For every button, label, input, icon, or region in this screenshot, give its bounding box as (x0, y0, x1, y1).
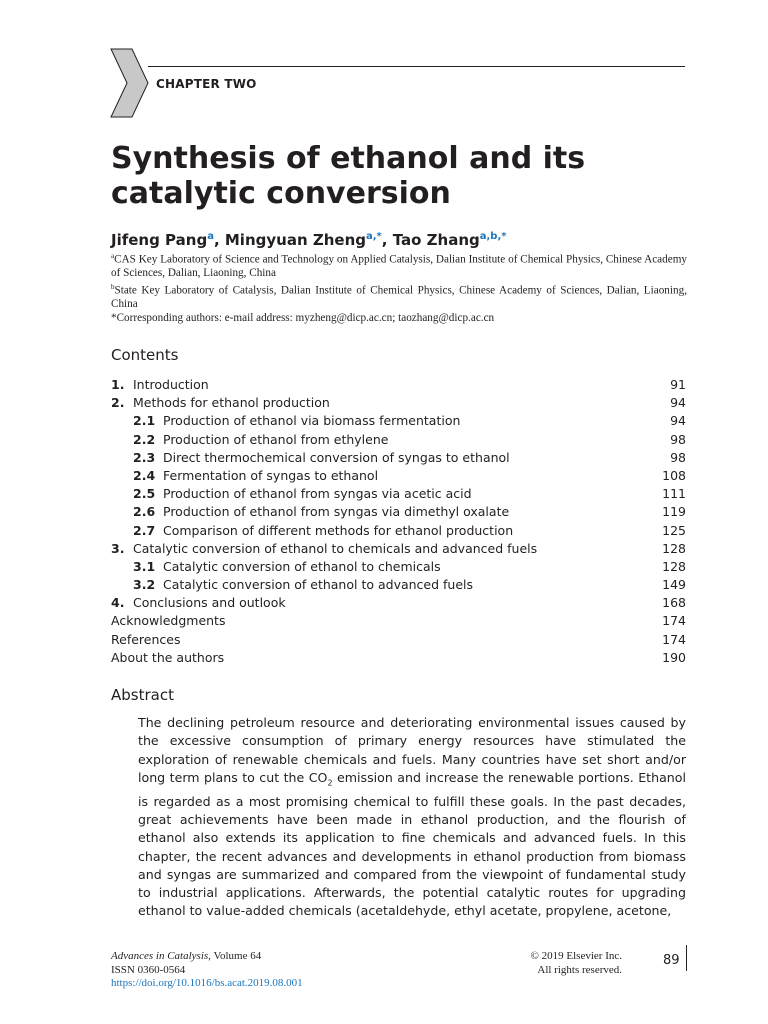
toc-entry[interactable] (111, 594, 686, 612)
toc-section-title: Comparison of different methods for ethanol production (163, 522, 514, 538)
toc-section-number: 2.3 (133, 449, 156, 465)
toc-page-number: 91 (670, 377, 686, 392)
toc-entry[interactable] (111, 431, 686, 449)
toc-entry[interactable] (111, 376, 686, 394)
toc-page-number: 128 (662, 558, 686, 574)
affiliation (111, 281, 687, 312)
author-affiliation-mark[interactable]: a (207, 231, 214, 242)
toc-entry[interactable] (111, 540, 686, 558)
author-list (111, 231, 506, 249)
chapter-chevron-icon (110, 48, 150, 118)
author-affiliation-mark[interactable]: a,b,* (479, 231, 507, 242)
contents-heading: Contents (111, 346, 179, 364)
abstract-text-part: The declining petroleum resource and deteriorating environmental issues caused by the excessive consumption of primary energy resources have stimulated the exploration of renewable chemicals and fuels. Many countries have set short and/or long term plans to cut the CO (138, 715, 686, 785)
toc-page-number: 119 (662, 504, 686, 520)
toc-section-number: 3.1 (133, 558, 156, 574)
toc-section-title: About the authors (111, 649, 225, 665)
chapter-label: CHAPTER TWO (156, 77, 257, 91)
toc-entry[interactable] (111, 467, 686, 485)
toc-page-number: 168 (662, 595, 686, 611)
toc-page-number: 174 (662, 613, 686, 629)
toc-entry[interactable] (111, 558, 686, 576)
toc-section-title: Acknowledgments (111, 613, 226, 629)
toc-section-number: 3. (111, 540, 125, 556)
affiliation-text: CAS Key Laboratory of Science and Technology on Applied Catalysis, Dalian Institute of Chemical Physics, Chinese Academy of Sciences, Dalian, Liaoning, China (111, 253, 687, 280)
chapter-rule (148, 66, 685, 67)
toc-entry[interactable] (111, 576, 686, 594)
subscript: 2 (327, 778, 333, 788)
toc-page-number: 94 (670, 395, 686, 411)
toc-section-title: References (111, 631, 181, 647)
chapter-title: Synthesis of ethanol and its catalytic conversion (111, 141, 586, 211)
author-name: Jifeng Pang (111, 231, 208, 249)
author-separator: , (381, 231, 393, 249)
toc-page-number: 174 (662, 631, 686, 647)
toc-section-title: Methods for ethanol production (133, 395, 330, 411)
toc-section-title: Production of ethanol from syngas via dimethyl oxalate (163, 504, 510, 520)
toc-entry[interactable] (111, 503, 686, 521)
toc-section-number: 2.5 (133, 486, 156, 502)
toc-page-number: 108 (662, 467, 686, 483)
abstract-text (138, 714, 686, 921)
toc-entry[interactable] (111, 612, 686, 630)
toc-page-number: 98 (670, 431, 686, 447)
table-of-contents (111, 376, 686, 667)
affiliation-mark: a (111, 252, 115, 260)
toc-page-number: 125 (662, 522, 686, 538)
toc-section-title: Catalytic conversion of ethanol to advanced fuels (163, 577, 474, 593)
toc-page-number: 98 (670, 449, 686, 465)
toc-section-number: 2.1 (133, 413, 156, 429)
toc-section-title: Fermentation of syngas to ethanol (163, 467, 379, 483)
toc-page-number: 128 (662, 540, 686, 556)
affiliation-text: State Key Laboratory of Catalysis, Dalian Institute of Chemical Physics, Chinese Academy of Sciences, Dalian, Liaoning, China (111, 284, 687, 311)
toc-section-number: 3.2 (133, 577, 156, 593)
toc-entry[interactable] (111, 631, 686, 649)
footer-publication-info (111, 950, 303, 991)
toc-section-title: Production of ethanol from ethylene (163, 431, 389, 447)
toc-section-title: Introduction (133, 377, 209, 392)
toc-page-number: 94 (670, 413, 686, 429)
toc-entry[interactable] (111, 412, 686, 430)
affiliation-mark: b (111, 282, 115, 291)
issn: ISSN 0360-0564 (111, 963, 186, 976)
toc-section-number: 2.4 (133, 467, 156, 483)
page-number-rule (686, 945, 687, 971)
author-affiliation-mark[interactable]: a,* (365, 231, 382, 242)
toc-section-number: 2.7 (133, 522, 156, 538)
page-number: 89 (663, 953, 680, 968)
toc-section-number: 2. (111, 395, 125, 411)
toc-section-title: Production of ethanol via biomass fermentation (163, 413, 461, 429)
author-name: Tao Zhang (392, 231, 480, 249)
toc-section-number: 2.2 (133, 431, 156, 447)
toc-section-number: 1. (111, 377, 125, 392)
toc-section-title: Conclusions and outlook (133, 595, 286, 611)
journal-volume: , Volume 64 (208, 950, 262, 962)
toc-section-title: Catalytic conversion of ethanol to chemicals and advanced fuels (133, 540, 538, 556)
abstract-text-part: emission and increase the renewable portions. Ethanol is regarded as a most promising chemical to fulfill these goals. In the past decades, great achievements have been made in ethanol production, and the flourish of ethanol also extends its application to fine chemicals and advanced fuels. In this chapter, the recent advances and developments in ethanol production from biomass and syngas are summarized and compared from the viewpoint of fundamental study to industrial applications. Afterwards, the potential catalytic routes for upgrading ethanol to value-added chemicals (acetaldehyde, ethyl acetate, propylene, acetone, (138, 769, 686, 919)
author-separator: , (213, 231, 225, 249)
toc-page-number: 111 (662, 486, 686, 502)
copyright: © 2019 Elsevier Inc. (530, 950, 622, 962)
toc-entry[interactable] (111, 522, 686, 540)
toc-section-title: Production of ethanol from syngas via acetic acid (163, 486, 472, 502)
toc-entry[interactable] (111, 649, 686, 667)
corresponding-authors: *Corresponding authors: e-mail address: myzheng@dicp.ac.cn; taozhang@dicp.ac.cn (111, 311, 495, 324)
journal-line (111, 950, 303, 964)
footer-copyright (490, 950, 622, 977)
toc-section-number: 2.6 (133, 504, 156, 520)
rights: All rights reserved. (537, 963, 622, 976)
abstract-heading: Abstract (111, 686, 174, 704)
toc-entry[interactable] (111, 449, 686, 467)
affiliations (111, 250, 687, 325)
journal-name: Advances in Catalysis (111, 950, 209, 962)
toc-page-number: 149 (662, 577, 686, 593)
toc-section-number: 4. (111, 595, 125, 611)
toc-section-title: Direct thermochemical conversion of syngas to ethanol (163, 449, 510, 465)
toc-page-number: 190 (662, 649, 686, 665)
toc-entry[interactable] (111, 485, 686, 503)
author-name: Mingyuan Zheng (224, 231, 366, 249)
toc-section-title: Catalytic conversion of ethanol to chemicals (163, 558, 441, 574)
affiliation (111, 250, 687, 281)
doi-link[interactable]: https://doi.org/10.1016/bs.acat.2019.08.001 (111, 977, 303, 990)
toc-entry[interactable] (111, 394, 686, 412)
